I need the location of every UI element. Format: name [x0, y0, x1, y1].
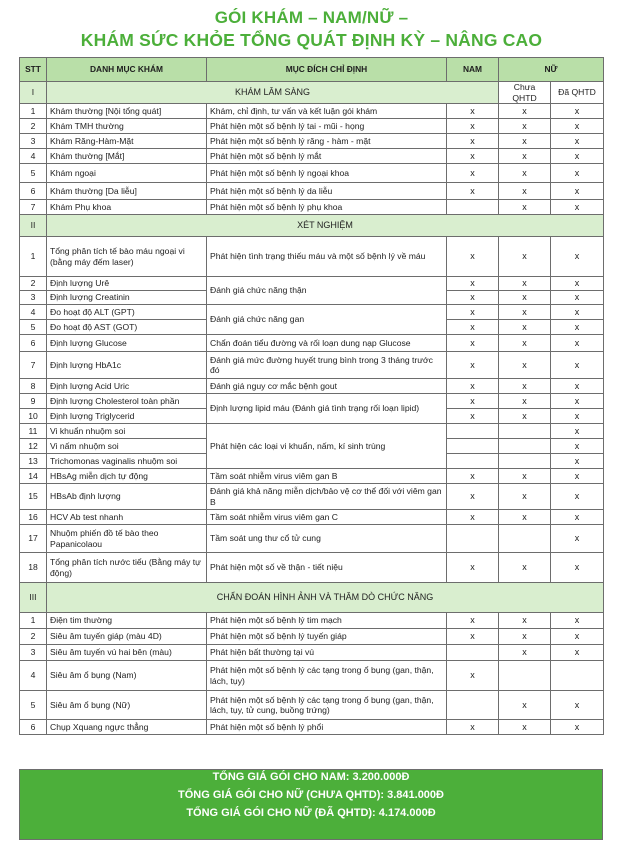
married-mark: x — [551, 691, 604, 720]
male-mark — [447, 645, 499, 661]
section-number: II — [20, 215, 47, 237]
exam-purpose: Phát hiện một số bệnh lý phụ khoa — [207, 200, 447, 215]
package-title: GÓI KHÁM – NAM/NỮ – — [214, 8, 409, 27]
test-name: Nhuộm phiến đồ tế bào theo Papanicolaou — [47, 525, 207, 553]
unmarried-mark: x — [499, 469, 551, 484]
section-number: I — [20, 82, 47, 104]
male-mark — [447, 525, 499, 553]
male-mark: x — [447, 320, 499, 335]
male-mark: x — [447, 720, 499, 735]
married-mark: x — [551, 164, 604, 183]
row-number: 1 — [20, 613, 47, 629]
section-number: III — [20, 583, 47, 613]
section-title: CHẨN ĐOÁN HÌNH ẢNH VÀ THĂM DÒ CHỨC NĂNG — [47, 583, 604, 613]
column-header-category: DANH MỤC KHÁM — [47, 58, 207, 82]
married-mark: x — [551, 183, 604, 200]
married-mark: x — [551, 510, 604, 525]
row-number: 13 — [20, 454, 47, 469]
unmarried-mark: x — [499, 134, 551, 149]
test-name: Đo hoạt độ ALT (GPT) — [47, 305, 207, 320]
male-mark: x — [447, 352, 499, 379]
married-mark: x — [551, 277, 604, 291]
section-title: KHÁM LÂM SÀNG — [47, 82, 499, 104]
test-name: Vi khuẩn nhuộm soi — [47, 424, 207, 439]
row-number: 8 — [20, 379, 47, 394]
row-number: 7 — [20, 200, 47, 215]
exam-purpose: Phát hiện một số bệnh lý răng - hàm - mặt — [207, 134, 447, 149]
male-mark: x — [447, 119, 499, 134]
test-name: Định lượng Triglycerid — [47, 409, 207, 424]
female-unmarried-total-price: TỔNG GIÁ GÓI CHO NỮ (CHƯA QHTD): 3.841.000Đ — [178, 789, 444, 801]
test-name: HBsAb định lượng — [47, 484, 207, 510]
row-number: 16 — [20, 510, 47, 525]
column-header-purpose: MỤC ĐÍCH CHỈ ĐỊNH — [207, 58, 447, 82]
row-number: 14 — [20, 469, 47, 484]
row-number: 1 — [20, 104, 47, 119]
unmarried-mark: x — [499, 200, 551, 215]
unmarried-mark: x — [499, 164, 551, 183]
test-name: HCV Ab test nhanh — [47, 510, 207, 525]
unmarried-mark: x — [499, 335, 551, 352]
test-purpose: Đánh giá chức năng gan — [207, 305, 447, 335]
married-mark: x — [551, 454, 604, 469]
column-header-female: NỮ — [499, 58, 604, 82]
column-header-married: Đã QHTD — [551, 82, 604, 104]
married-mark: x — [551, 119, 604, 134]
male-mark: x — [447, 237, 499, 277]
imaging-name: Siêu âm tuyến vú hai bên (màu) — [47, 645, 207, 661]
exam-name: Khám thường [Nội tổng quát] — [47, 104, 207, 119]
male-mark: x — [447, 661, 499, 691]
male-mark — [447, 439, 499, 454]
row-number: 4 — [20, 661, 47, 691]
male-mark: x — [447, 149, 499, 164]
unmarried-mark — [499, 424, 551, 439]
test-name: Định lượng HbA1c — [47, 352, 207, 379]
male-mark: x — [447, 305, 499, 320]
test-purpose: Đánh giá nguy cơ mắc bệnh gout — [207, 379, 447, 394]
test-purpose: Đánh giá khả năng miễn dịch/bảo vệ cơ thể đối với viêm gan B — [207, 484, 447, 510]
exam-name: Khám Phụ khoa — [47, 200, 207, 215]
married-mark: x — [551, 134, 604, 149]
column-header-male: NAM — [447, 58, 499, 82]
test-purpose: Đánh giá mức đường huyết trung bình trong 3 tháng trước đó — [207, 352, 447, 379]
test-name: Định lượng Acid Uric — [47, 379, 207, 394]
test-purpose: Tầm soát ung thư cổ tử cung — [207, 525, 447, 553]
test-name: Vi nấm nhuộm soi — [47, 439, 207, 454]
imaging-purpose: Phát hiện bất thường tại vú — [207, 645, 447, 661]
row-number: 11 — [20, 424, 47, 439]
unmarried-mark — [499, 439, 551, 454]
test-purpose: Tầm soát nhiễm virus viêm gan C — [207, 510, 447, 525]
imaging-name: Siêu âm tuyến giáp (màu 4D) — [47, 629, 207, 645]
test-purpose: Định lượng lipid máu (Đánh giá tình trạng rối loạn lipid) — [207, 394, 447, 424]
married-mark: x — [551, 484, 604, 510]
row-number: 6 — [20, 720, 47, 735]
male-mark: x — [447, 394, 499, 409]
exam-purpose: Phát hiện một số bệnh lý tai - mũi - họng — [207, 119, 447, 134]
test-purpose: Phát hiện một số về thận - tiết niệu — [207, 553, 447, 583]
row-number: 2 — [20, 277, 47, 291]
male-mark — [447, 454, 499, 469]
unmarried-mark: x — [499, 409, 551, 424]
married-mark: x — [551, 104, 604, 119]
married-mark: x — [551, 613, 604, 629]
test-purpose: Phát hiện tình trạng thiếu máu và một số bệnh lý về máu — [207, 237, 447, 277]
male-mark — [447, 424, 499, 439]
test-name: Tổng phân tích tế bào máu ngoại vi (bằng máy đếm laser) — [47, 237, 207, 277]
test-name: Định lượng Glucose — [47, 335, 207, 352]
row-number: 5 — [20, 320, 47, 335]
married-mark: x — [551, 305, 604, 320]
row-number: 3 — [20, 134, 47, 149]
unmarried-mark: x — [499, 149, 551, 164]
unmarried-mark: x — [499, 320, 551, 335]
package-subtitle: KHÁM SỨC KHỎE TỔNG QUÁT ĐỊNH KỲ – NÂNG CAO — [80, 30, 543, 50]
unmarried-mark: x — [499, 691, 551, 720]
unmarried-mark: x — [499, 237, 551, 277]
package-table — [19, 57, 604, 735]
test-name: Định lượng Urê — [47, 277, 207, 291]
married-mark: x — [551, 200, 604, 215]
male-mark: x — [447, 164, 499, 183]
male-mark: x — [447, 291, 499, 305]
male-mark — [447, 691, 499, 720]
test-name: HBsAg miễn dịch tự động — [47, 469, 207, 484]
male-mark: x — [447, 484, 499, 510]
exam-purpose: Khám, chỉ định, tư vấn và kết luận gói khám — [207, 104, 447, 119]
row-number: 18 — [20, 553, 47, 583]
married-mark: x — [551, 629, 604, 645]
price-summary — [19, 769, 603, 840]
male-mark: x — [447, 553, 499, 583]
row-number: 10 — [20, 409, 47, 424]
imaging-name: Chụp Xquang ngực thẳng — [47, 720, 207, 735]
test-purpose: Phát hiện các loại vi khuẩn, nấm, kí sinh trùng — [207, 424, 447, 469]
unmarried-mark: x — [499, 394, 551, 409]
unmarried-mark: x — [499, 553, 551, 583]
unmarried-mark: x — [499, 183, 551, 200]
row-number: 2 — [20, 119, 47, 134]
row-number: 7 — [20, 352, 47, 379]
row-number: 4 — [20, 149, 47, 164]
male-mark: x — [447, 629, 499, 645]
test-purpose: Tầm soát nhiễm virus viêm gan B — [207, 469, 447, 484]
exam-purpose: Phát hiện một số bệnh lý da liễu — [207, 183, 447, 200]
test-name: Định lượng Cholesterol toàn phần — [47, 394, 207, 409]
married-mark: x — [551, 424, 604, 439]
unmarried-mark: x — [499, 291, 551, 305]
married-mark: x — [551, 409, 604, 424]
married-mark: x — [551, 469, 604, 484]
row-number: 5 — [20, 691, 47, 720]
male-mark: x — [447, 183, 499, 200]
imaging-purpose: Phát hiện một số bệnh lý các tạng trong ổ bụng (gan, thận, lách, tụy, tử cung, buồng trứng) — [207, 691, 447, 720]
married-mark: x — [551, 291, 604, 305]
male-total-price: TỔNG GIÁ GÓI CHO NAM: 3.200.000Đ — [212, 771, 410, 783]
female-married-total-price: TỔNG GIÁ GÓI CHO NỮ (ĐÃ QHTD): 4.174.000Đ — [186, 807, 436, 819]
male-mark: x — [447, 335, 499, 352]
unmarried-mark: x — [499, 119, 551, 134]
test-purpose: Đánh giá chức năng thận — [207, 277, 447, 305]
male-mark: x — [447, 277, 499, 291]
exam-name: Khám thường [Mắt] — [47, 149, 207, 164]
exam-name: Khám thường [Da liễu] — [47, 183, 207, 200]
married-mark: x — [551, 439, 604, 454]
row-number: 4 — [20, 305, 47, 320]
row-number: 5 — [20, 164, 47, 183]
imaging-purpose: Phát hiện một số bệnh lý các tạng trong ổ bụng (gan, thận, lách, tụy) — [207, 661, 447, 691]
row-number: 6 — [20, 335, 47, 352]
imaging-purpose: Phát hiện một số bệnh lý tuyến giáp — [207, 629, 447, 645]
unmarried-mark: x — [499, 352, 551, 379]
unmarried-mark — [499, 525, 551, 553]
married-mark: x — [551, 394, 604, 409]
married-mark: x — [551, 379, 604, 394]
unmarried-mark: x — [499, 510, 551, 525]
married-mark: x — [551, 553, 604, 583]
unmarried-mark — [499, 454, 551, 469]
married-mark: x — [551, 149, 604, 164]
column-header-unmarried: Chưa QHTD — [499, 82, 551, 104]
row-number: 3 — [20, 645, 47, 661]
married-mark — [551, 661, 604, 691]
imaging-name: Siêu âm ổ bụng (Nữ) — [47, 691, 207, 720]
test-purpose: Chẩn đoán tiểu đường và rối loạn dung nạp Glucose — [207, 335, 447, 352]
unmarried-mark: x — [499, 379, 551, 394]
male-mark: x — [447, 379, 499, 394]
exam-purpose: Phát hiện một số bệnh lý mắt — [207, 149, 447, 164]
male-mark: x — [447, 134, 499, 149]
imaging-purpose: Phát hiện một số bệnh lý phổi — [207, 720, 447, 735]
imaging-name: Điện tim thường — [47, 613, 207, 629]
test-name: Đo hoạt độ AST (GOT) — [47, 320, 207, 335]
row-number: 2 — [20, 629, 47, 645]
exam-purpose: Phát hiện một số bệnh lý ngoại khoa — [207, 164, 447, 183]
test-name: Tổng phân tích nước tiểu (Bằng máy tự động) — [47, 553, 207, 583]
imaging-purpose: Phát hiện một số bệnh lý tim mạch — [207, 613, 447, 629]
unmarried-mark: x — [499, 104, 551, 119]
male-mark: x — [447, 510, 499, 525]
row-number: 17 — [20, 525, 47, 553]
unmarried-mark: x — [499, 720, 551, 735]
exam-name: Khám Răng-Hàm-Mặt — [47, 134, 207, 149]
test-name: Định lượng Creatinin — [47, 291, 207, 305]
row-number: 1 — [20, 237, 47, 277]
unmarried-mark: x — [499, 484, 551, 510]
test-name: Trichomonas vaginalis nhuộm soi — [47, 454, 207, 469]
married-mark: x — [551, 352, 604, 379]
unmarried-mark: x — [499, 629, 551, 645]
unmarried-mark: x — [499, 645, 551, 661]
married-mark: x — [551, 320, 604, 335]
unmarried-mark: x — [499, 305, 551, 320]
row-number: 15 — [20, 484, 47, 510]
married-mark: x — [551, 645, 604, 661]
column-header-stt: STT — [20, 58, 47, 82]
row-number: 3 — [20, 291, 47, 305]
married-mark: x — [551, 720, 604, 735]
row-number: 9 — [20, 394, 47, 409]
section-title: XÉT NGHIỆM — [47, 215, 604, 237]
male-mark: x — [447, 469, 499, 484]
exam-name: Khám TMH thường — [47, 119, 207, 134]
male-mark: x — [447, 409, 499, 424]
married-mark: x — [551, 525, 604, 553]
male-mark — [447, 200, 499, 215]
row-number: 6 — [20, 183, 47, 200]
male-mark: x — [447, 104, 499, 119]
unmarried-mark: x — [499, 277, 551, 291]
exam-name: Khám ngoại — [47, 164, 207, 183]
married-mark: x — [551, 237, 604, 277]
male-mark: x — [447, 613, 499, 629]
unmarried-mark — [499, 661, 551, 691]
imaging-name: Siêu âm ổ bụng (Nam) — [47, 661, 207, 691]
unmarried-mark: x — [499, 613, 551, 629]
married-mark: x — [551, 335, 604, 352]
row-number: 12 — [20, 439, 47, 454]
